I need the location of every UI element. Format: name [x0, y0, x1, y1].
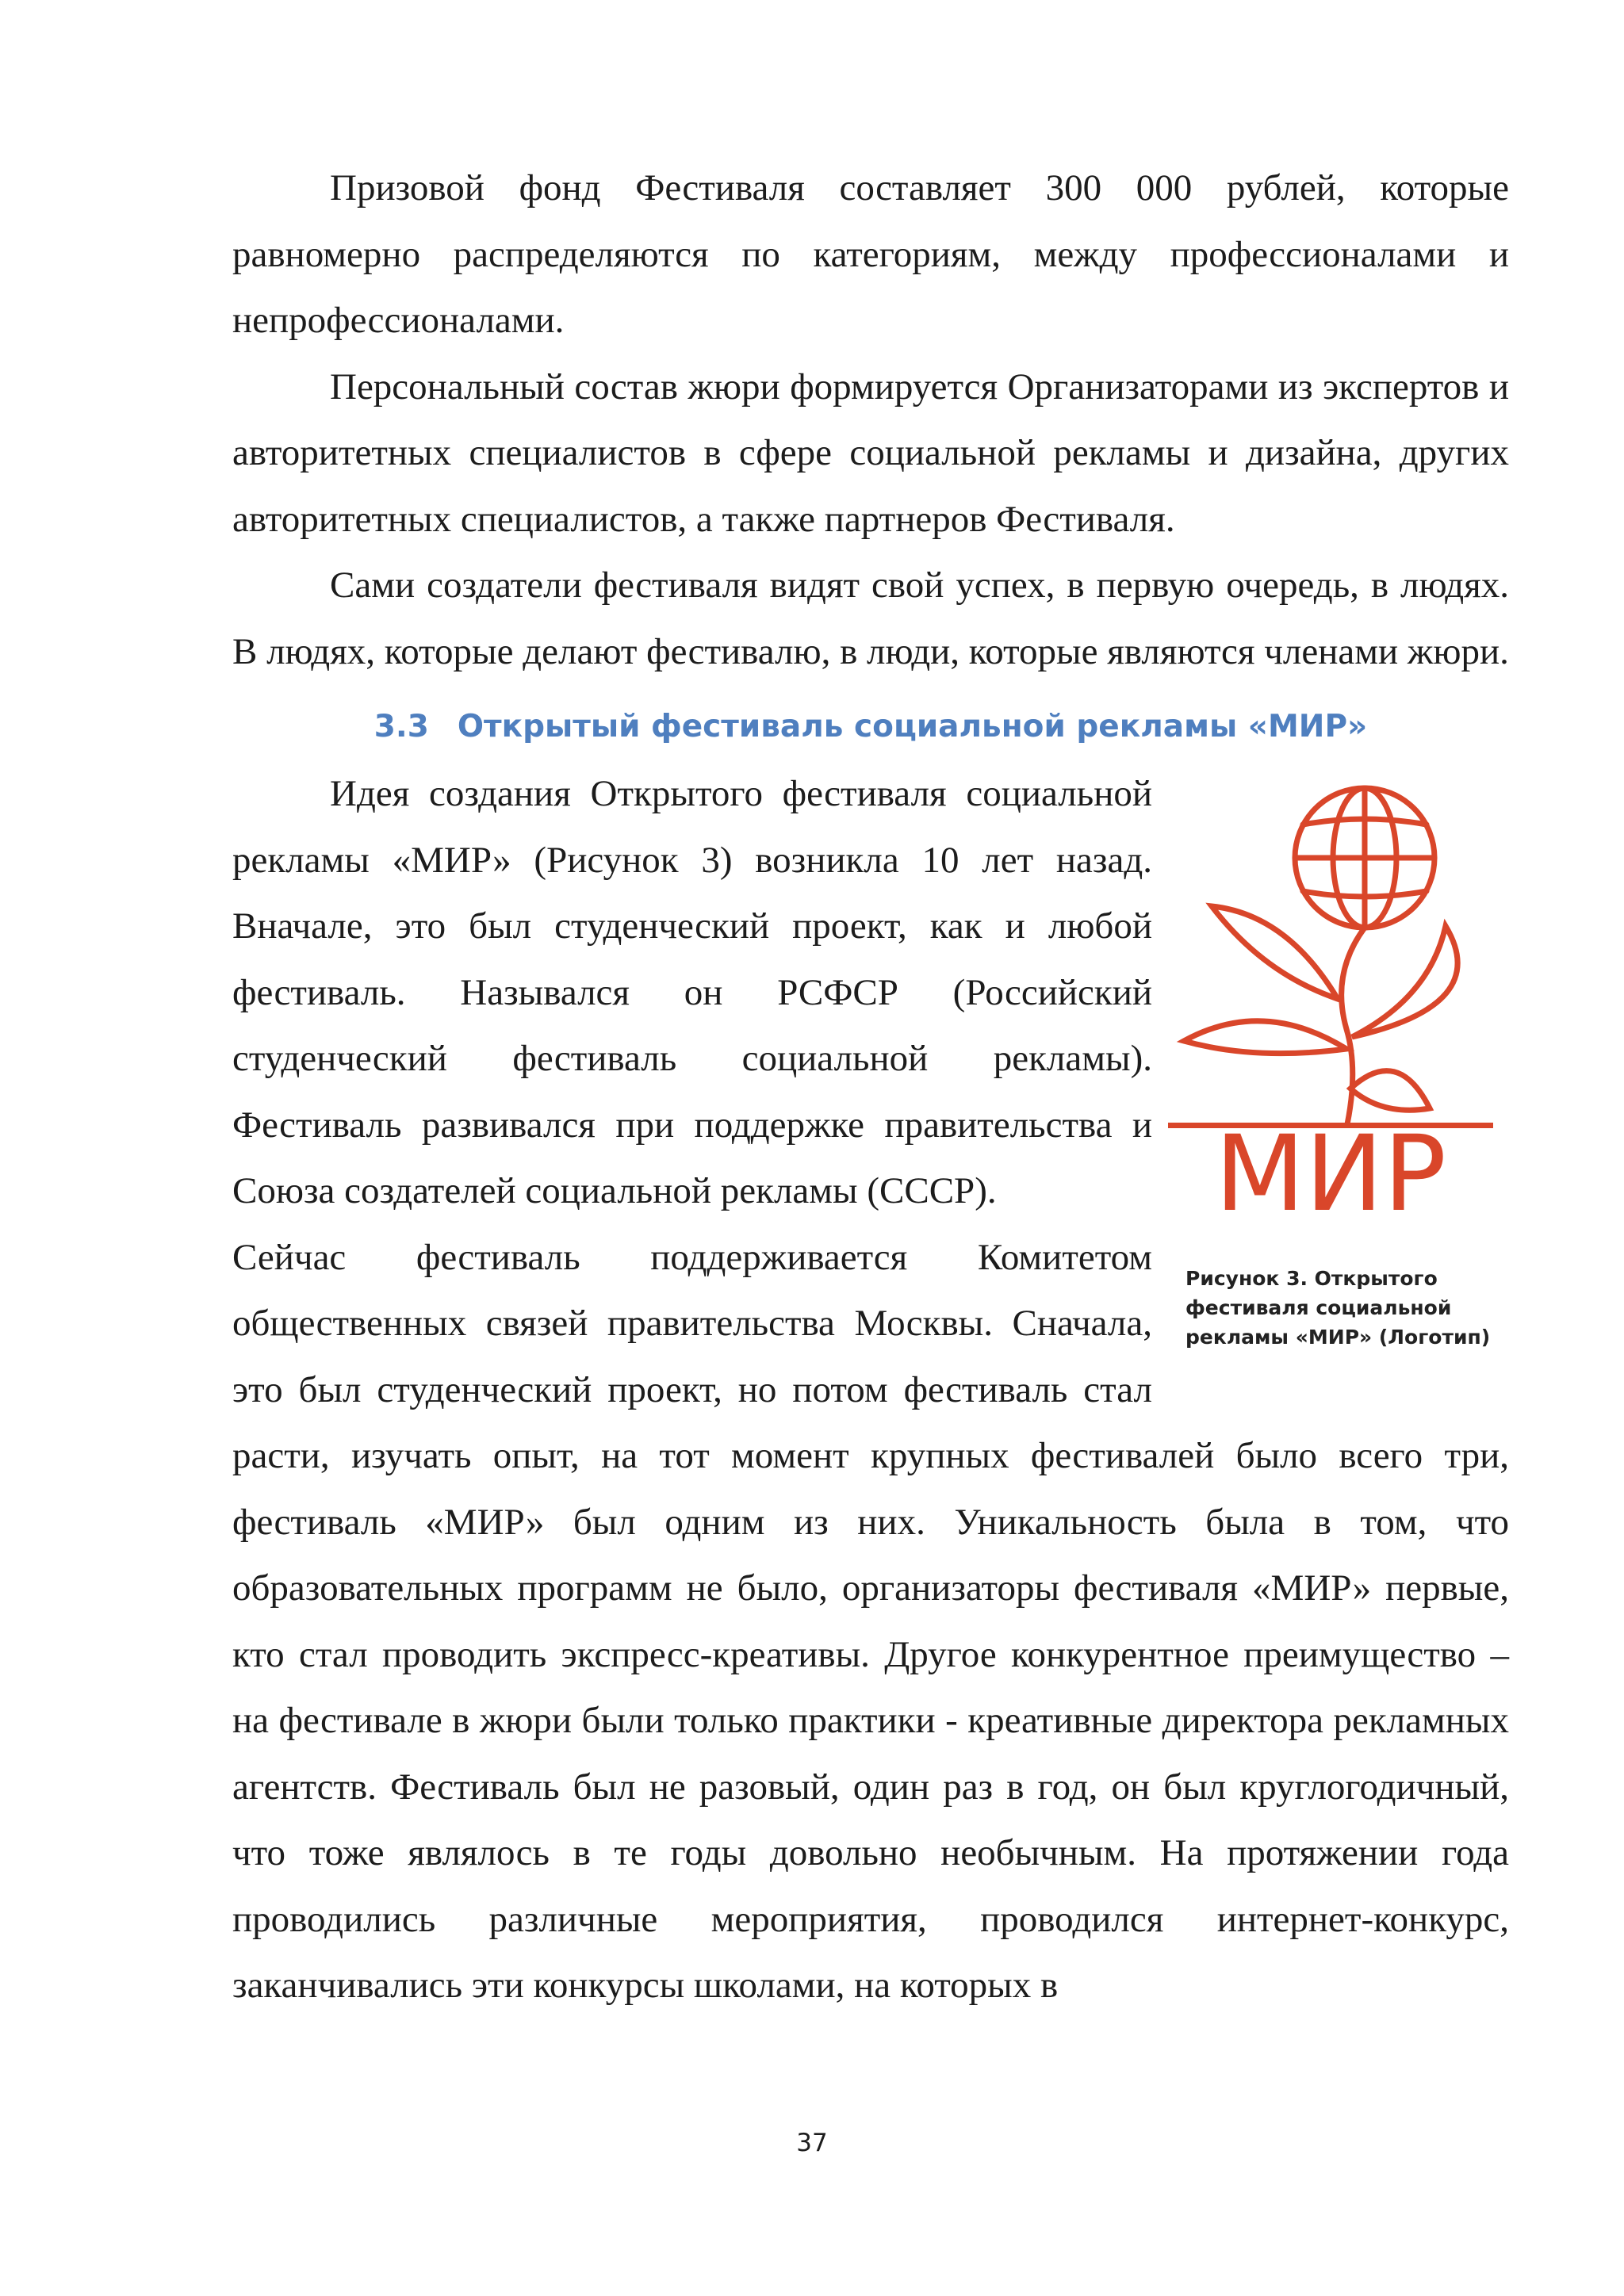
- paragraph-creators: Сами создатели фестиваля видят свой успех, в первую очередь, в людях. В людях, которые делают фестивалю, в люди, которые являются членами жюри.: [232, 564, 1509, 672]
- leaf-upper-left: [1212, 906, 1338, 999]
- figure-caption: Рисунок 3. Открытого фестиваля социальной рекламы «МИР» (Логотип): [1185, 1267, 1491, 1349]
- logo-wordmark: МИР: [1214, 1113, 1447, 1219]
- paragraph-jury: Персональный состав жюри формируется Организаторами из экспертов и авторитетных специалистов в сфере социальной рекламы и дизайна, других авторитетных специалистов, а также партнеров Фестиваля.: [232, 365, 1509, 540]
- page-number: 37: [796, 2129, 828, 2157]
- paragraph-prize-fund: Призовой фонд Фестиваля составляет 300 000 рублей, которые равномерно распределяются по категориям, между профессионалами и непрофессионалами.: [232, 167, 1509, 341]
- paragraph-support: Сейчас фестиваль поддерживается Комитетом общественных связей правительства Москвы. Сначала, это был студенческий проект, но потом фестиваль стал расти, изучать опыт, на тот момент крупных фестивалей было всего три, фестиваль «МИР» был одним из них. Уникальность была в том, что образовательных программ не было, организаторы фестиваля «МИР» первые, кто стал проводить экспресс-креативы. Другое конкурентное преимущество – на фестивале в жюри были только практики - креативные директора рекламных агентств. Фестиваль был не разовый, один раз в год, он был круглогодичный, что тоже являлось в те годы довольно необычным. На протяжении года проводились различные мероприятия, проводился интернет-конкурс, заканчивались эти конкурсы школами, на которых в: [232, 1236, 1509, 2006]
- section-title: Открытый фестиваль социальной рекламы «МИР»: [457, 709, 1368, 744]
- leaf-lower-left: [1184, 1021, 1346, 1054]
- leaf-right: [1352, 926, 1457, 1037]
- page-content: [232, 155, 1509, 2019]
- leaf-bottom-right: [1350, 1071, 1430, 1111]
- section-number: 3.3: [373, 709, 429, 744]
- paragraph-idea: Идея создания Открытого фестиваля социальной рекламы «МИР» (Рисунок 3) возникла 10 лет назад. Вначале, это был студенческий проект, как и любой фестиваль. Назывался он РСФСР (Российский студенческий фестиваль социальной рекламы). Фестиваль развивался при поддержке правительства и Союза создателей социальной рекламы (СССР).: [232, 773, 1152, 1211]
- section-heading: [232, 693, 1509, 761]
- figure-logo: [1168, 775, 1509, 1352]
- mir-logo-image: [1168, 775, 1493, 1219]
